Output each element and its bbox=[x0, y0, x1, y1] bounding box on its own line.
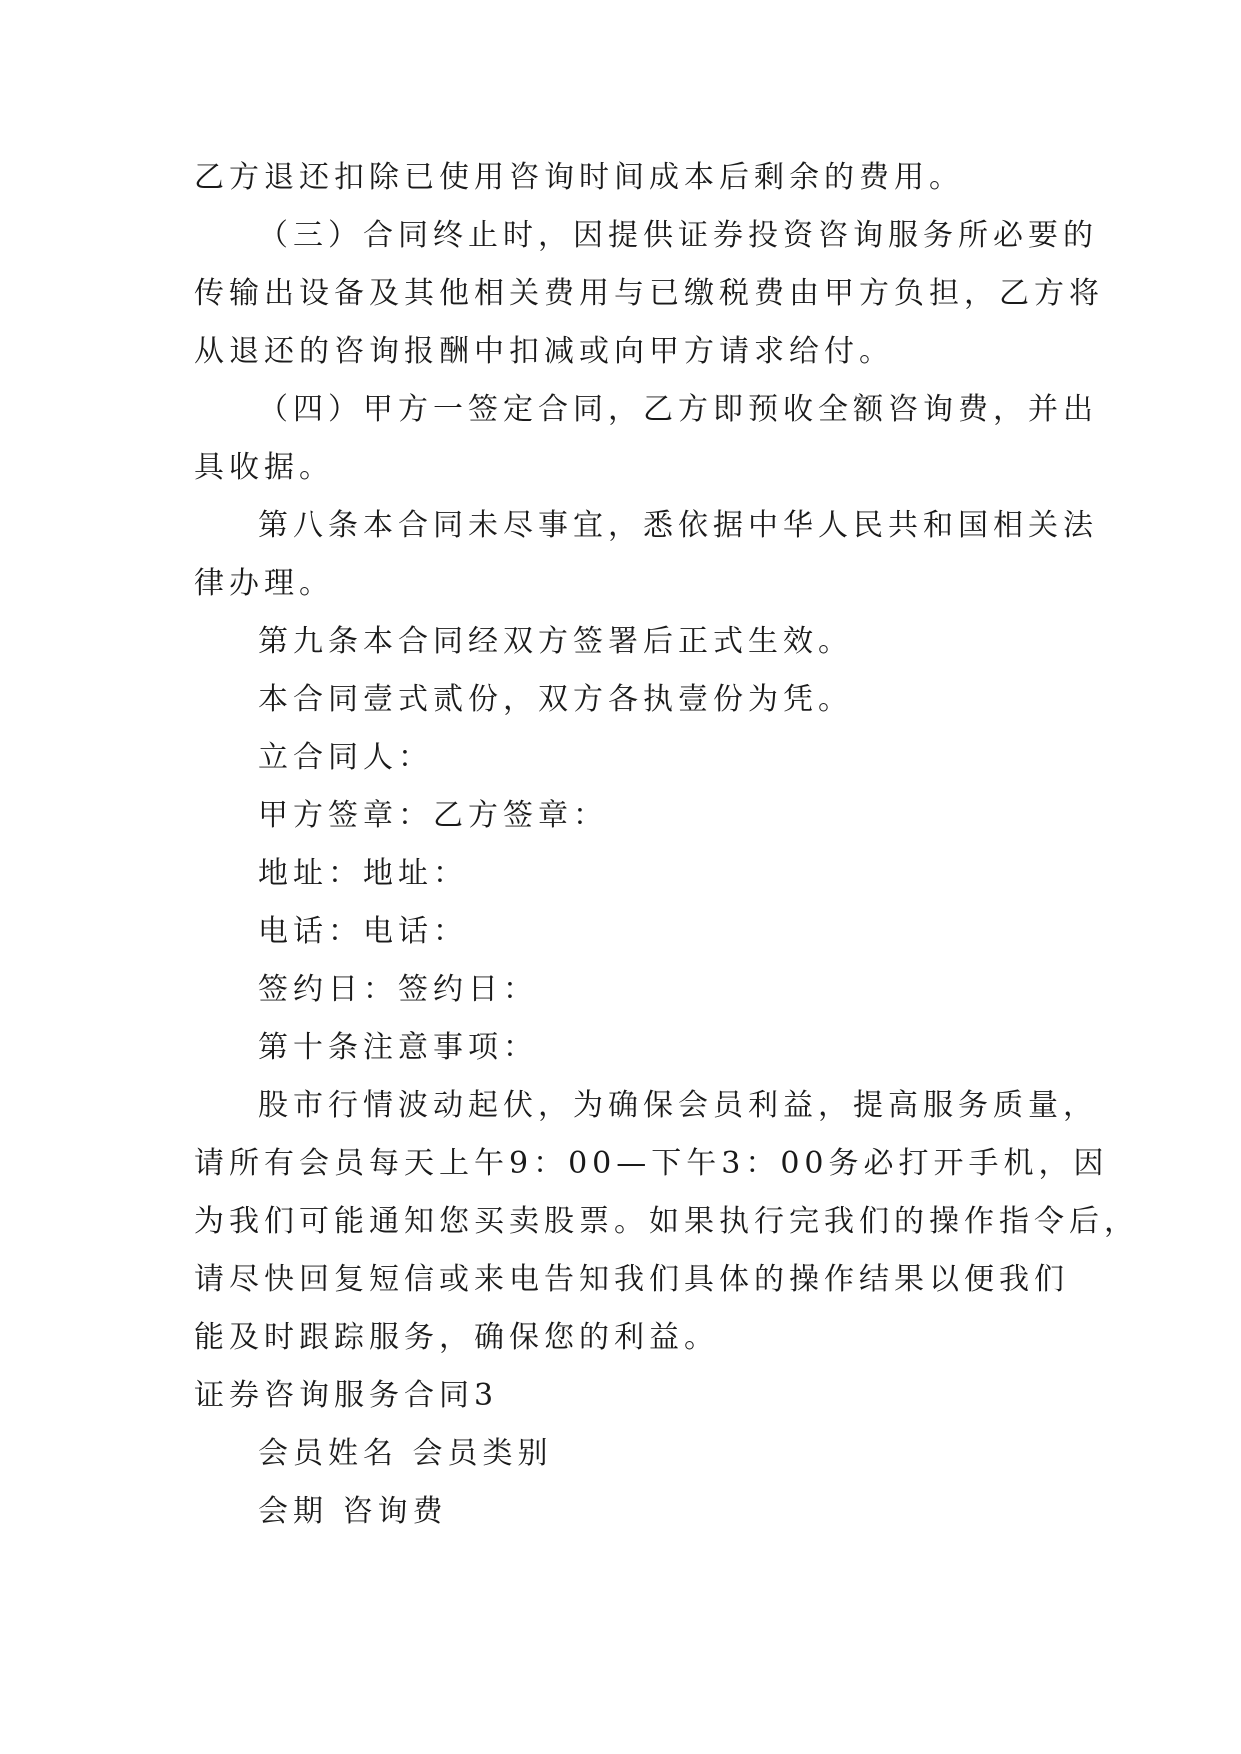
body-line: 第十条注意事项： bbox=[258, 1030, 538, 1065]
body-line: 请所有会员每天上午9：00—下午3：00务必打开手机，因 bbox=[194, 1146, 1109, 1181]
body-line: 具收据。 bbox=[194, 450, 334, 485]
body-line: 股市行情波动起伏，为确保会员利益，提高服务质量， bbox=[258, 1088, 1098, 1123]
body-line: 乙方退还扣除已使用咨询时间成本后剩余的费用。 bbox=[194, 160, 964, 195]
body-line: 电话：电话： bbox=[258, 914, 468, 949]
body-line: （三）合同终止时，因提供证券投资咨询服务所必要的 bbox=[258, 218, 1098, 253]
body-line: 能及时跟踪服务，确保您的利益。 bbox=[194, 1320, 719, 1355]
body-line: 立合同人： bbox=[258, 740, 433, 775]
form-line: 会期 咨询费 bbox=[258, 1494, 448, 1529]
body-line: 第八条本合同未尽事宜，悉依据中华人民共和国相关法 bbox=[258, 508, 1098, 543]
body-line: 签约日：签约日： bbox=[258, 972, 538, 1007]
body-line: 甲方签章：乙方签章： bbox=[258, 798, 608, 833]
body-line: 第九条本合同经双方签署后正式生效。 bbox=[258, 624, 853, 659]
body-line: 本合同壹式贰份，双方各执壹份为凭。 bbox=[258, 682, 853, 717]
body-line: 请尽快回复短信或来电告知我们具体的操作结果以便我们 bbox=[194, 1262, 1069, 1297]
form-line: 会员姓名 会员类别 bbox=[258, 1436, 553, 1471]
body-line: （四）甲方一签定合同，乙方即预收全额咨询费，并出 bbox=[258, 392, 1098, 427]
body-line: 为我们可能通知您买卖股票。如果执行完我们的操作指令后， bbox=[194, 1204, 1139, 1239]
body-line: 律办理。 bbox=[194, 566, 334, 601]
section-title: 证券咨询服务合同3 bbox=[194, 1378, 499, 1413]
body-line: 从退还的咨询报酬中扣减或向甲方请求给付。 bbox=[194, 334, 894, 369]
body-line: 地址：地址： bbox=[258, 856, 468, 891]
body-line: 传输出设备及其他相关费用与已缴税费由甲方负担，乙方将 bbox=[194, 276, 1104, 311]
